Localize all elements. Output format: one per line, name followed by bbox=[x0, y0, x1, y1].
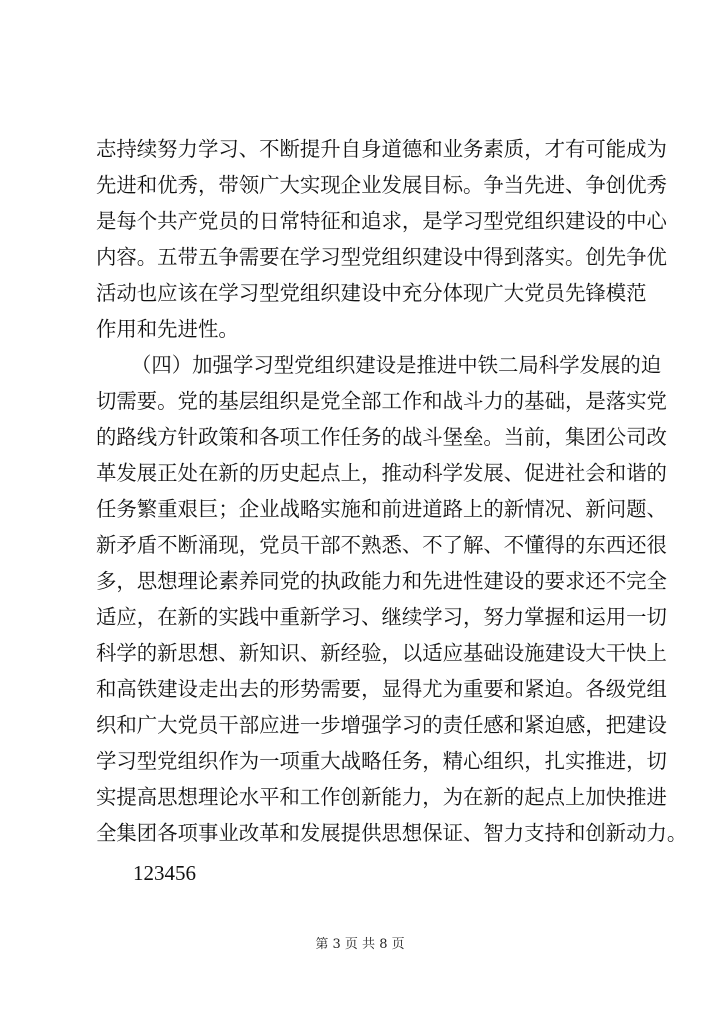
body-text-line: 活动也应该在学习型党组织建设中充分体现广大党员先锋模范 bbox=[96, 281, 647, 305]
page-footer: 第 3 页 共 8 页 bbox=[315, 937, 405, 952]
body-text-line: 内容。五带五争需要在学习型党组织建设中得到落实。创先争优 bbox=[96, 245, 667, 269]
body-text-line: 全集团各项事业改革和发展提供思想保证、智力支持和创新动力。 bbox=[96, 821, 688, 845]
body-text-line: 是每个共产党员的日常特征和追求，是学习型党组织建设的中心 bbox=[96, 209, 667, 233]
body-text-line: 先进和优秀，带领广大实现企业发展目标。争当先进、争创优秀 bbox=[96, 173, 667, 197]
body-text-line: 新矛盾不断涌现，党员干部不熟悉、不了解、不懂得的东西还很 bbox=[96, 533, 667, 557]
body-text-line: 作用和先进性。 bbox=[96, 317, 239, 341]
body-text-line: 织和广大党员干部应进一步增强学习的责任感和紧迫感，把建设 bbox=[96, 713, 667, 737]
body-text-line: 革发展正处在新的历史起点上，推动科学发展、促进社会和谐的 bbox=[96, 461, 667, 485]
paragraph-heading-line: （四）加强学习型党组织建设是推进中铁二局科学发展的迫 bbox=[131, 353, 662, 377]
number-line: 123456 bbox=[133, 861, 196, 885]
body-text-line: 任务繁重艰巨；企业战略实施和前进道路上的新情况、新问题、 bbox=[96, 497, 667, 521]
body-text-line: 和高铁建设走出去的形势需要，显得尤为重要和紧迫。各级党组 bbox=[96, 677, 667, 701]
body-text-line: 实提高思想理论水平和工作创新能力，为在新的起点上加快推进 bbox=[96, 785, 667, 809]
body-text-line: 多，思想理论素养同党的执政能力和先进性建设的要求还不完全 bbox=[96, 569, 667, 593]
body-text-line: 的路线方针政策和各项工作任务的战斗堡垒。当前，集团公司改 bbox=[96, 425, 667, 449]
body-text-line: 适应，在新的实践中重新学习、继续学习，努力掌握和运用一切 bbox=[96, 605, 667, 629]
body-text-line: 志持续努力学习、不断提升自身道德和业务素质，才有可能成为 bbox=[96, 137, 667, 161]
body-text-line: 切需要。党的基层组织是党全部工作和战斗力的基础，是落实党 bbox=[96, 389, 667, 413]
body-text-line: 学习型党组织作为一项重大战略任务，精心组织，扎实推进，切 bbox=[96, 749, 667, 773]
body-text-line: 科学的新思想、新知识、新经验，以适应基础设施建设大干快上 bbox=[96, 641, 667, 665]
